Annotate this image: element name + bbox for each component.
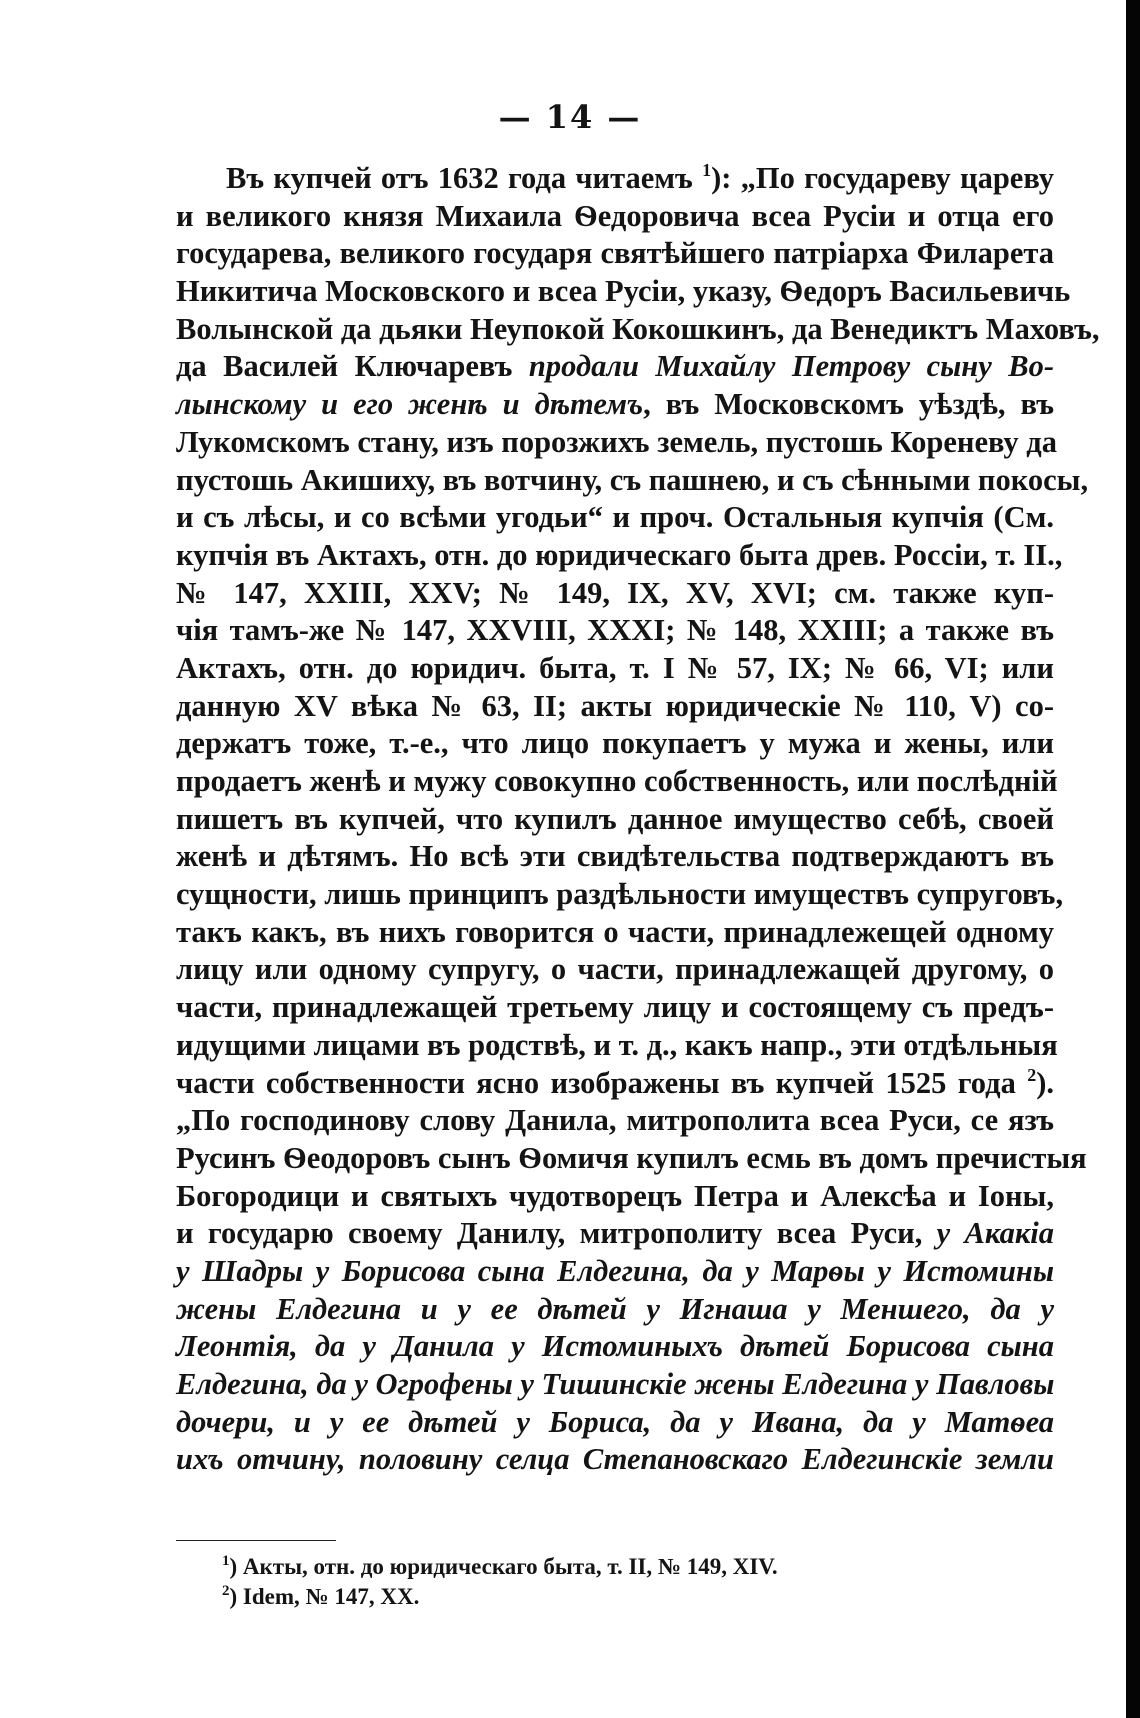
- footnote-rule: [176, 1540, 336, 1541]
- text-segment: части, принадлежащей третьему лицу и состоящему съ предъ-: [176, 990, 1054, 1025]
- text-line: [176, 688, 1054, 726]
- text-segment: идущими лицами въ родствѣ, и т. д., какъ напр., эти отдѣльныя: [176, 1027, 1058, 1062]
- text-segment: такъ какъ, въ нихъ говорится о части, принадлежещей одному: [176, 914, 1054, 949]
- text-line: [176, 348, 1054, 386]
- page-number: — 14 —: [498, 98, 642, 136]
- text-segment: и великого князя Михаила Ѳедоровича всеа Русiи и отца его: [176, 198, 1054, 233]
- text-line: [176, 650, 1054, 688]
- text-line: [176, 1140, 1087, 1178]
- footnote-mark: 1: [222, 1553, 230, 1569]
- text-segment: пишетъ въ купчей, что купилъ данное имущество себѣ, своей: [176, 801, 1054, 836]
- text-line: [176, 1215, 1054, 1253]
- footnote-text: ) Акты, отн. до юридическаго быта, т. II, № 149, XIV.: [229, 1554, 778, 1579]
- text-line: [176, 198, 1054, 236]
- text-line: [176, 1253, 1054, 1291]
- scan-edge: [1126, 0, 1140, 1718]
- text-line: [176, 235, 1054, 273]
- text-segment: лицу или одному супругу, о части, принадлежащей другому, о: [176, 952, 1054, 987]
- text-line: [176, 876, 1064, 914]
- text-line: [176, 1178, 1054, 1216]
- text-line: [176, 462, 1089, 500]
- footnote-text: ) Idem, № 147, XX.: [229, 1584, 420, 1609]
- text-line: [176, 537, 1063, 575]
- footnote-mark: 2: [222, 1583, 230, 1599]
- text-segment: Въ купчей отъ 1632 года читаемъ: [226, 161, 703, 195]
- text-segment: женѣ и дѣтямъ. Но всѣ эти свидѣтельства подтверждаютъ въ: [176, 839, 1054, 874]
- text-line: [176, 1065, 1054, 1103]
- text-line: [176, 273, 1071, 311]
- italic-text: Елдегина, да у Огрофены у Тишинскiе жены Елдегина у Павловы: [176, 1367, 1055, 1401]
- text-segment: пустошь Акишиху, въ вотчину, съ пашнею, и съ сѣнными покосы,: [176, 462, 1089, 497]
- text-line: [176, 1102, 1054, 1140]
- text-line: [176, 838, 1054, 876]
- text-line: [176, 311, 1100, 349]
- text-line: [176, 1027, 1058, 1065]
- text-segment: да Василей Ключаревъ: [176, 349, 529, 384]
- italic-text: продали Михайлу Петрову сыну Во-: [528, 349, 1054, 384]
- text-line: [176, 1328, 1054, 1366]
- footnote-ref: 2: [1027, 1064, 1037, 1085]
- text-segment: купчiя въ Актахъ, отн. до юридическаго быта древ. Россiи, т. II.,: [176, 537, 1063, 572]
- italic-text: жены Елдегина и у ее дѣтей у Игнаша у Меншего, да у: [176, 1291, 1054, 1326]
- footnote: [222, 1552, 922, 1582]
- text-segment: части собственности ясно изображены въ купчей 1525 года: [176, 1065, 1028, 1100]
- text-line: [176, 424, 1057, 462]
- text-line: [176, 1441, 1054, 1479]
- text-segment: ).: [1036, 1065, 1054, 1100]
- text-segment: государева, великого государя святѣйшего патрiарха Филарета: [176, 236, 1054, 271]
- text-segment: „По господинову слову Данила, митрополита всеа Руси, се язъ: [176, 1103, 1054, 1138]
- italic-text: у Шадры у Борисова сына Елдегина, да у Марѳы у Истомины: [176, 1253, 1054, 1288]
- text-line: [176, 575, 1054, 613]
- italic-text: дочери, и у ее дѣтей у Бориса, да у Ивана, да у Матѳеа: [176, 1404, 1054, 1439]
- footnote: [222, 1582, 922, 1612]
- text-segment: , въ Московскомъ уѣздѣ, въ: [643, 387, 1055, 422]
- text-line: [176, 612, 1054, 650]
- text-segment: № 147, XXIII, XXV; № 149, IX, XV, XVI; см. также куп-: [176, 575, 1054, 610]
- italic-text: у Акакiа: [936, 1216, 1055, 1251]
- text-segment: данную XV вѣка № 63, II; акты юридическiе № 110, V) со-: [176, 688, 1054, 723]
- text-line: [176, 914, 1054, 952]
- footnote-ref: 1: [702, 160, 712, 180]
- text-line: [176, 989, 1054, 1027]
- text-line: [176, 763, 1058, 801]
- text-segment: чiя тамъ-же № 147, XXVIII, XXXI; № 148, XXIII; а также въ: [176, 613, 1054, 648]
- text-line: [176, 951, 1054, 989]
- text-line: [176, 1366, 1054, 1404]
- text-segment: ): „По государеву цареву: [711, 161, 1054, 195]
- italic-text: лынскому и его женѣ и дѣтемъ: [176, 387, 644, 422]
- text-segment: держатъ тоже, т.-е., что лицо покупаетъ у мужа и жены, или: [176, 726, 1054, 761]
- footnotes: [222, 1552, 922, 1612]
- text-line: [176, 801, 1054, 839]
- text-segment: и съ лѣсы, и со всѣми угодьи“ и проч. Остальныя купчiя (См.: [176, 500, 1054, 535]
- text-segment: Русинъ Ѳеодоровъ сынъ Ѳомичя купилъ есмь въ домъ пречистыя: [176, 1140, 1087, 1175]
- body-text: [176, 160, 1100, 1479]
- text-segment: Никитича Московского и всеа Русiи, указу, Ѳедоръ Васильевичь: [176, 274, 1071, 309]
- text-segment: Богородици и святыхъ чудотворецъ Петра и Алексѣа и Iоны,: [176, 1178, 1054, 1213]
- italic-text: Леонтiя, да у Данила у Истоминыхъ дѣтей Борисова сына: [176, 1329, 1054, 1364]
- text-line: [176, 1404, 1054, 1442]
- text-segment: продаетъ женѣ и мужу совокупно собственность, или послѣднiй: [176, 764, 1058, 798]
- text-segment: и государю своему Данилу, митрополиту всеа Руси,: [176, 1216, 937, 1251]
- text-segment: сущности, лишь принципъ раздѣльности имуществъ супруговъ,: [176, 877, 1064, 912]
- text-line: [176, 499, 1054, 537]
- text-segment: Волынской да дьяки Неупокой Кокошкинъ, да Венедиктъ Маховъ,: [176, 311, 1100, 346]
- text-segment: Лукомскомъ стану, изъ порозжихъ земель, пустошь Кореневу да: [176, 424, 1057, 459]
- text-segment: Актахъ, отн. до юридич. быта, т. I № 57, IX; № 66, VI; или: [176, 650, 1054, 685]
- text-line: [176, 1291, 1054, 1329]
- italic-text: ихъ отчину, половину селца Степановскаго Елдегинскiе земли: [176, 1442, 1054, 1477]
- text-line: [176, 725, 1054, 763]
- text-line: [176, 386, 1054, 424]
- text-line: [176, 160, 1054, 198]
